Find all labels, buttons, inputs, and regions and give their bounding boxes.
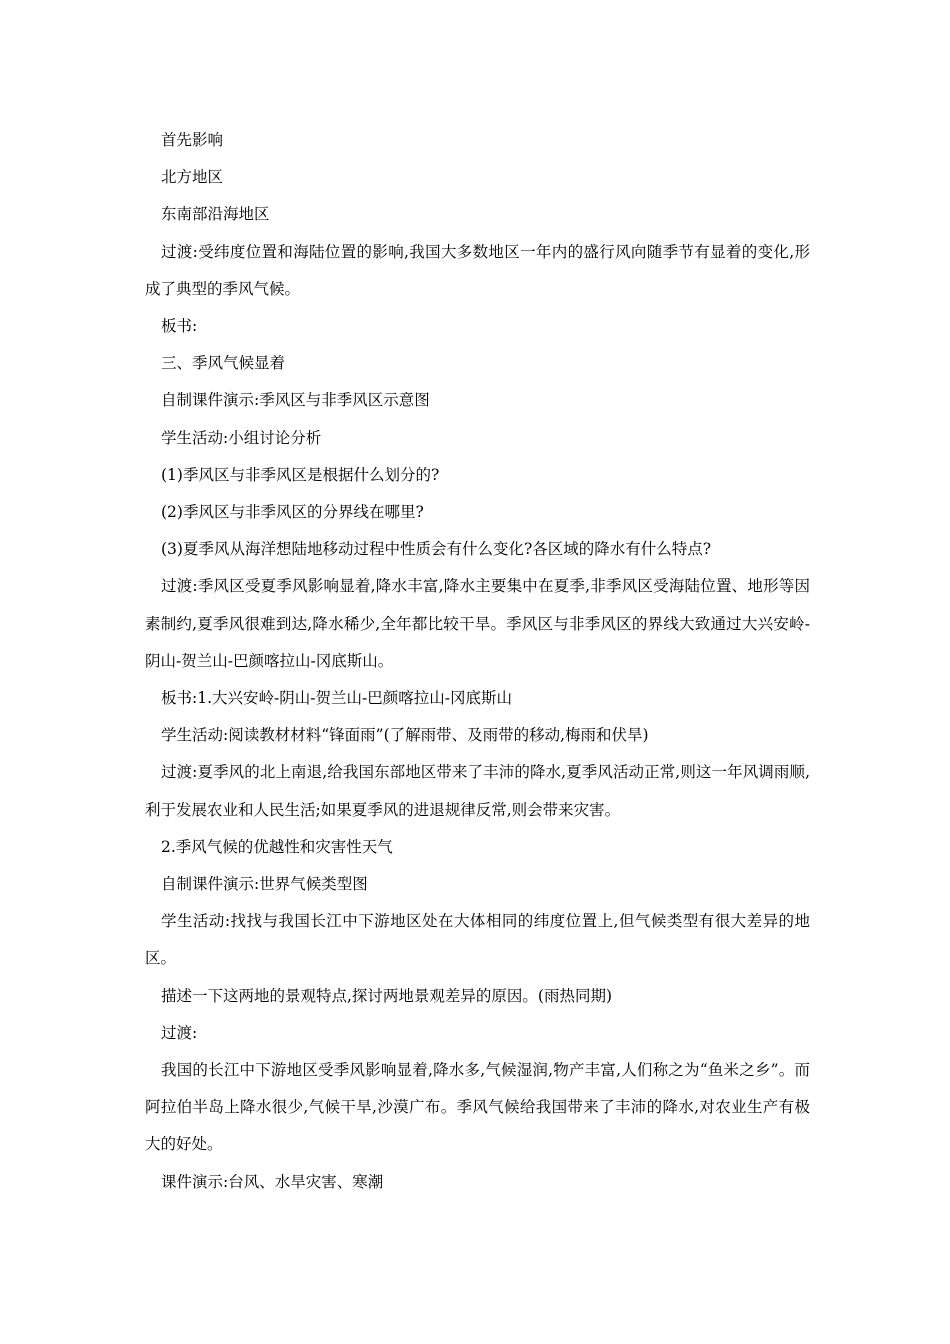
paragraph: 我国的长江中下游地区受季风影响显着,降水多,气候湿润,物产丰富,人们称之为“鱼米之乡”。而阿拉伯半岛上降水很少,气候干旱,沙漠广布。季风气候给我国带来了丰沛的降水,对农业生产有极大的好处。: [145, 1061, 810, 1154]
question-item: (2)季风区与非季风区的分界线在哪里?: [161, 503, 424, 522]
paragraph: 自制课件演示:季风区与非季风区示意图: [161, 391, 430, 410]
paragraph: 学生活动:小组讨论分析: [161, 428, 322, 447]
section-heading: 2.季风气候的优越性和灾害性天气: [161, 837, 393, 856]
question-item: (3)夏季风从海洋想陆地移动过程中性质会有什么变化?各区域的降水有什么特点?: [161, 540, 712, 559]
paragraph: 自制课件演示:世界气候类型图: [161, 875, 368, 894]
paragraph: 过渡:季风区受夏季风影响显着,降水丰富,降水主要集中在夏季,非季风区受海陆位置、地形等因素制约,夏季风很难到达,降水稀少,全年都比较干旱。季风区与非季风区的界线大致通过大兴安岭-阴山-贺兰山-巴颜喀拉山-冈底斯山。: [145, 577, 810, 670]
paragraph: 北方地区: [161, 168, 224, 187]
paragraph: 学生活动:阅读教材材料“锋面雨”(了解雨带、及雨带的移动,梅雨和伏旱): [161, 726, 649, 745]
paragraph: 过渡:受纬度位置和海陆位置的影响,我国大多数地区一年内的盛行风向随季节有显着的变化,形成了典型的季风气候。: [145, 242, 810, 298]
paragraph: 首先影响: [161, 131, 224, 149]
document-body: [145, 122, 810, 1201]
paragraph: 过渡:: [161, 1023, 198, 1042]
paragraph: 板书:: [161, 317, 198, 336]
paragraph: 学生活动:找找与我国长江中下游地区处在大体相同的纬度位置上,但气候类型有很大差异的地区。: [145, 912, 810, 968]
paragraph: 课件演示:台风、水旱灾害、寒潮: [161, 1172, 384, 1191]
section-heading: 三、季风气候显着: [161, 354, 286, 373]
paragraph: 过渡:夏季风的北上南退,给我国东部地区带来了丰沛的降水,夏季风活动正常,则这一年风调雨顺,利于发展农业和人民生活;如果夏季风的进退规律反常,则会带来灾害。: [145, 763, 810, 819]
paragraph: 描述一下这两地的景观特点,探讨两地景观差异的原因。(雨热同期): [161, 986, 613, 1005]
question-item: (1)季风区与非季风区是根据什么划分的?: [161, 465, 440, 484]
paragraph: 板书:1.大兴安岭-阴山-贺兰山-巴颜喀拉山-冈底斯山: [161, 689, 512, 708]
paragraph: 东南部沿海地区: [161, 205, 270, 224]
